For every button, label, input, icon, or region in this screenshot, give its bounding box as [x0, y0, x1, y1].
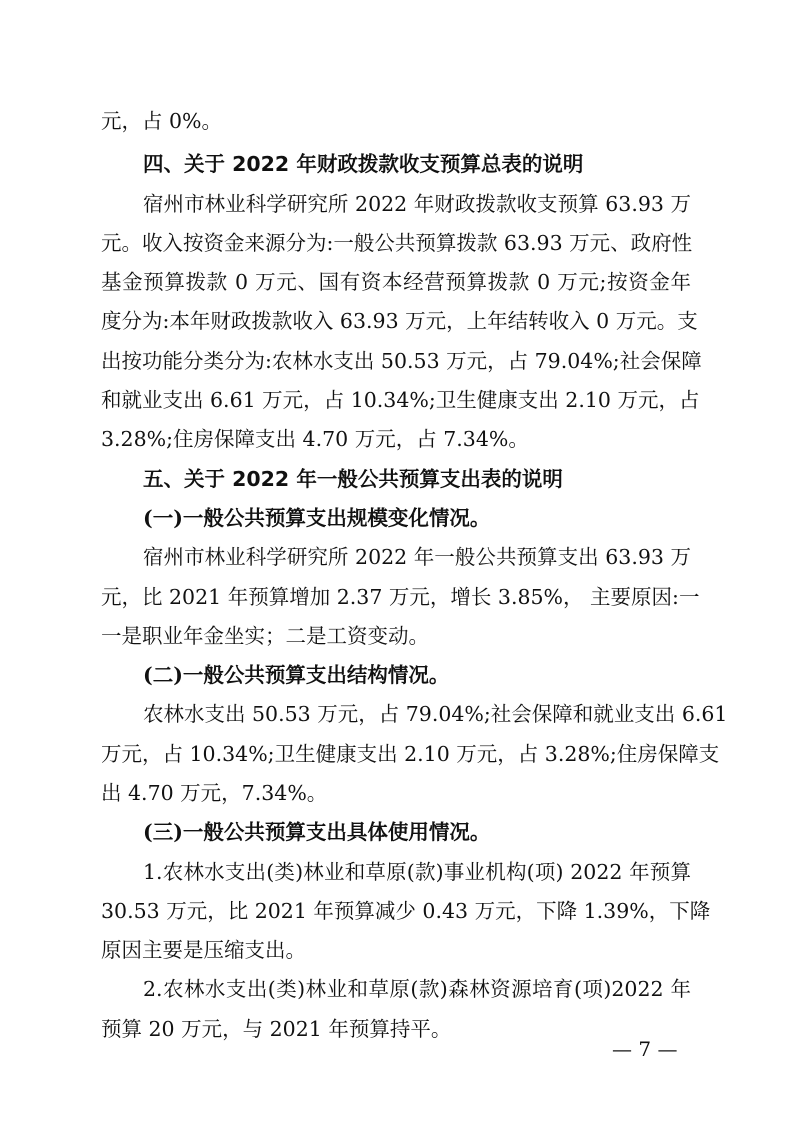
body-text-line: 度分为:本年财政拨款收入 63.93 万元，上年结转收入 0 万元。支 [101, 309, 698, 333]
body-text-line: 农林水支出 50.53 万元，占 79.04%;社会保障和就业支出 6.61 [143, 702, 728, 726]
body-text-line: 元，占 0%。 [101, 109, 223, 133]
body-text-line: 2.农林水支出(类)林业和草原(款)森林资源培育(项)2022 年 [143, 977, 691, 1001]
body-text-line: 原因主要是压缩支出。 [101, 938, 306, 962]
section-heading-4: 四、关于 2022 年财政拨款收支预算总表的说明 [143, 152, 584, 176]
body-text-line: 和就业支出 6.61 万元，占 10.34%;卫生健康支出 2.10 万元，占 [101, 388, 700, 412]
body-text-line: 出按功能分类分为:农林水支出 50.53 万元，占 79.04%;社会保障 [101, 349, 702, 373]
body-text-line: 3.28%;住房保障支出 4.70 万元，占 7.34%。 [101, 427, 529, 451]
body-text-line: 宿州市林业科学研究所 2022 年财政拨款收支预算 63.93 万 [143, 192, 691, 216]
body-text-line: 元，比 2021 年预算增加 2.37 万元，增长 3.85%， 主要原因:一 [101, 585, 700, 609]
subsection-heading-1: (一)一般公共预算支出规模变化情况。 [143, 506, 491, 530]
body-text-line: 基金预算拨款 0 万元、国有资本经营预算拨款 0 万元;按资金年 [101, 270, 691, 294]
body-text-line: 30.53 万元，比 2021 年预算减少 0.43 万元，下降 1.39%，下降 [101, 899, 711, 923]
subsection-heading-2: (二)一般公共预算支出结构情况。 [143, 663, 450, 687]
subsection-heading-3: (三)一般公共预算支出具体使用情况。 [143, 820, 491, 844]
body-text-line: 一是职业年金坐实；二是工资变动。 [101, 624, 429, 648]
body-text-line: 万元，占 10.34%;卫生健康支出 2.10 万元，占 3.28%;住房保障支 [101, 742, 720, 766]
section-heading-5: 五、关于 2022 年一般公共预算支出表的说明 [143, 467, 563, 491]
body-text-line: 元。收入按资金来源分为:一般公共预算拨款 63.93 万元、政府性 [101, 231, 693, 255]
body-text-line: 出 4.70 万元，7.34%。 [101, 781, 328, 805]
body-text-line: 预算 20 万元，与 2021 年预算持平。 [101, 1017, 452, 1041]
body-text-line: 1.农林水支出(类)林业和草原(款)事业机构(项) 2022 年预算 [143, 860, 691, 884]
page-number: — 7 — [612, 1037, 678, 1061]
body-text-line: 宿州市林业科学研究所 2022 年一般公共预算支出 63.93 万 [143, 545, 691, 569]
